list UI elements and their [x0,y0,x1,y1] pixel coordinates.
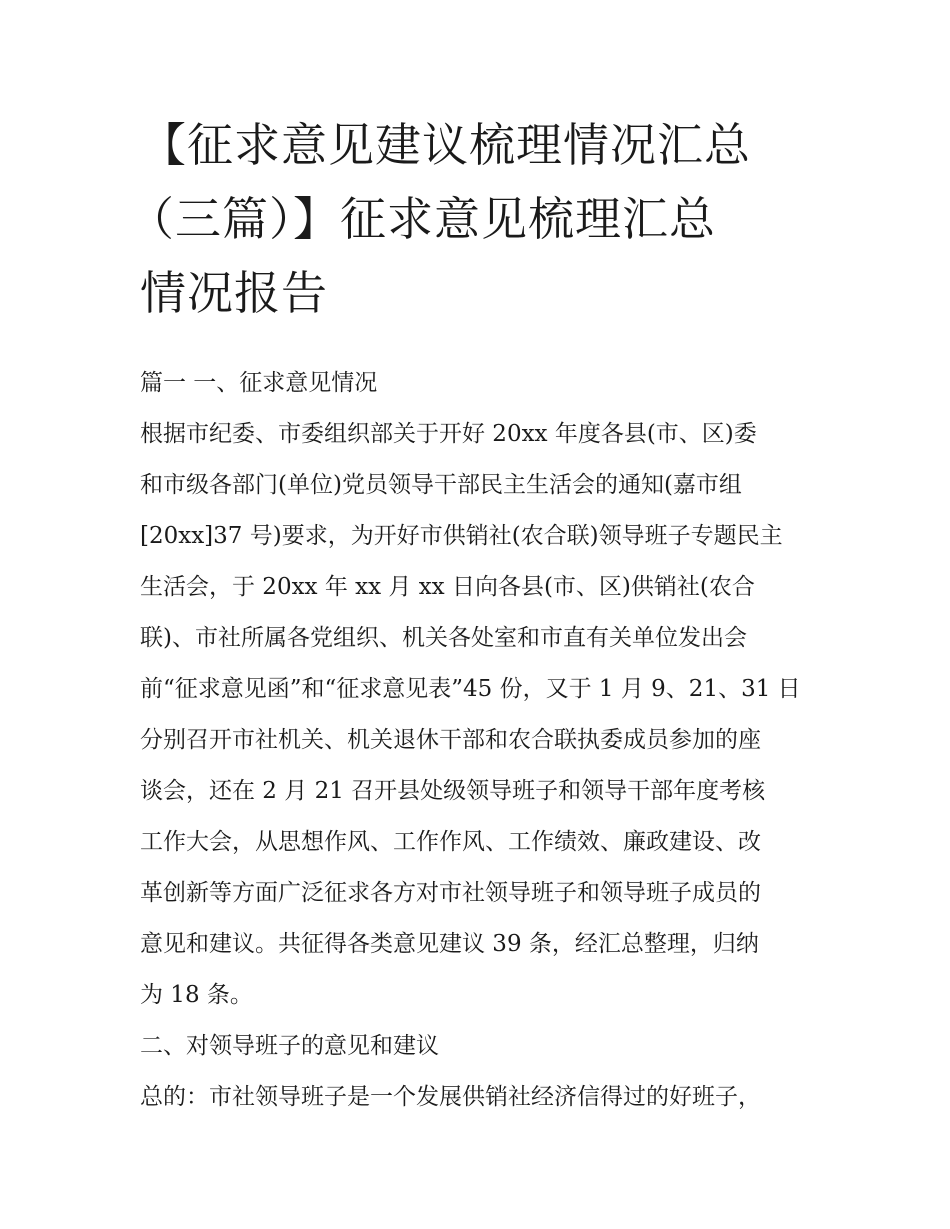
document-body [140,358,820,1123]
text-line: 革创新等方面广泛征求各方对市社领导班子和领导班子成员的 [140,880,761,906]
paragraph-1 [140,409,820,1021]
text-line: 和市级各部门(单位)党员领导干部民主生活会的通知(嘉市组 [140,472,742,498]
section-heading-1: 篇一 一、征求意见情况 [140,370,378,396]
text-line: 联)、市社所属各党组织、机关各处室和市直有关单位发出会 [140,625,747,651]
text-line: 意见和建议。共征得各类意见建议 39 条，经汇总整理，归纳 [140,931,759,957]
title-line: 【征求意见建议梳理情况汇总 [140,118,751,172]
text-line: [20xx]37 号)要求，为开好市供销社(农合联)领导班子专题民主 [140,523,783,549]
text-line: 生活会，于 20xx 年 xx 月 xx 日向各县(市、区)供销社(农合 [140,574,755,600]
text-line: 分别召开市社机关、机关退休干部和农合联执委成员参加的座 [140,727,761,753]
text-line: 总的：市社领导班子是一个发展供销社经济信得过的好班子， [140,1084,761,1110]
paragraph-2 [140,1072,820,1123]
section-heading-2: 二、对领导班子的意见和建议 [140,1033,439,1059]
document-page [128,108,820,1123]
title-line: 情况报告 [140,266,328,320]
title-line: （三篇）】征求意见梳理汇总 [128,192,716,246]
text-line: 工作大会，从思想作风、工作作风、工作绩效、廉政建设、改 [140,829,761,855]
text-line: 根据市纪委、市委组织部关于开好 20xx 年度各县(市、区)委 [140,421,757,447]
text-line: 前“征求意见函”和“征求意见表”45 份，又于 1 月 9、21、31 日 [140,676,801,702]
text-line: 谈会，还在 2 月 21 召开县处级领导班子和领导干部年度考核 [140,778,766,804]
document-title [128,108,820,330]
text-line: 为 18 条。 [140,982,253,1008]
